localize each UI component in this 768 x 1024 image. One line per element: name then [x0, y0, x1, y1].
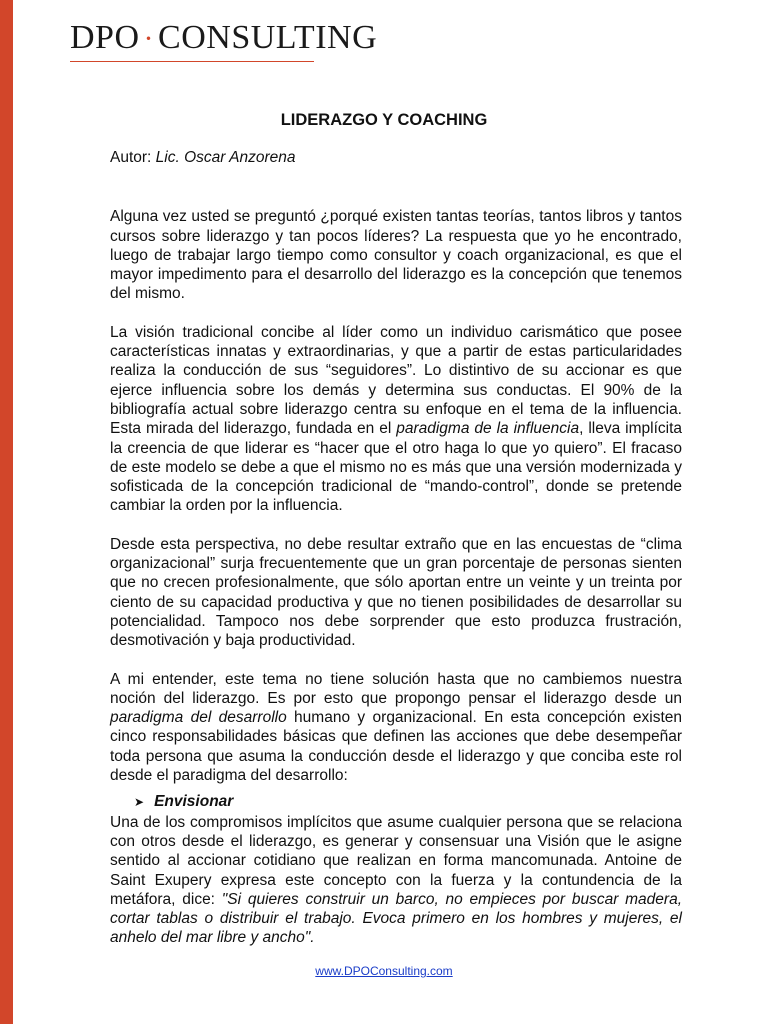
author-label: Autor: — [110, 149, 156, 166]
paragraph-4 — [110, 670, 682, 786]
paragraph-2-text-b: , lleva implícita la creencia de que liderar es “hacer que el otro haga lo que yo quiero”. El fracaso de este modelo se debe a que el mismo no es más que una versión modernizada y sofisticada de la concepción tradicional de “mando-control”, donde se pretende cambiar la orden por la influencia. — [110, 420, 682, 515]
paragraph-5-text: Una de los compromisos implícitos que asume cualquier persona que se relaciona con otros desde el liderazgo, es generar y consensuar una Visión que le asigne sentido al accionar cotidiano que realizan en forma mancomunada. Antoine de Saint Exupery expresa este concepto con la fuerza y la contundencia de la metáfora, dice: — [110, 813, 682, 908]
paragraph-2-italic: paradigma de la influencia — [396, 420, 580, 438]
logo-left: DPO — [70, 19, 140, 56]
paragraph-5-quote: "Si quieres construir un barco, no empieces por buscar madera, cortar tablas o distribuir el trabajo. Evoca primero en los hombres y mujeres, el anhelo del mar libre y ancho". — [110, 890, 683, 947]
arrow-bullet-icon: ➤ — [134, 795, 145, 810]
logo-right: CONSULTING — [158, 19, 378, 56]
document-body — [110, 148, 682, 967]
bullet-label: Envisionar — [154, 793, 234, 811]
author-name: Lic. Oscar Anzorena — [155, 149, 296, 166]
document-title: LIDERAZGO Y COACHING — [280, 111, 488, 129]
paragraph-2-text-a: La visión tradicional concibe al líder como un individuo carismático que posee características innatas y extraordinarias, y que a partir de estas particularidades realiza la conducción de sus “seguidores”. Lo distintivo de su accionar es que ejerce influencia sobre los demás y determina sus conductas. El 90% de la bibliografía actual sobre liderazgo centra su enfoque en el tema de la influencia. Esta mirada del liderazgo, fundada en el — [110, 323, 682, 438]
accent-side-bar — [0, 0, 13, 1024]
paragraph-1: Alguna vez usted se preguntó ¿porqué existen tantas teorías, tantos libros y tantos cursos sobre liderazgo y tan pocos líderes? La respuesta que yo he encontrado, luego de trabajar largo tiempo como consultor y coach organizacional, es que el mayor impedimento para el desarrollo del liderazgo es la concepción que tenemos del mismo. — [110, 208, 682, 303]
paragraph-4-text-b: humano y organizacional. En esta concepción existen cinco responsabilidades básicas que definen las acciones que debe desempeñar toda persona que asuma la conducción desde el liderazgo y que conciba este rol desde el paradigma del desarrollo: — [110, 709, 682, 785]
author-line — [110, 148, 682, 167]
logo-separator: · — [143, 22, 155, 55]
footer-website-link[interactable]: www.DPOConsulting.com — [315, 964, 453, 978]
paragraph-2 — [110, 323, 682, 516]
company-logo — [70, 18, 377, 59]
paragraph-3: Desde esta perspectiva, no debe resultar extraño que en las encuestas de “clima organizacional” surja frecuentemente que un gran porcentaje de personas sienten que no crecen profesionalmente, que sólo aportan entre un veinte y un treinta por ciento de su capacidad productiva y que no tienen posibilidades de desarrollar su potencialidad. Tampoco nos debe sorprender que esto produzca frustración, desmotivación y baja productividad. — [110, 535, 682, 650]
logo-underline — [70, 61, 314, 62]
paragraph-4-text-a: A mi entender, este tema no tiene solución hasta que no cambiemos nuestra noción del liderazgo. Es por esto que propongo pensar el liderazgo desde un — [110, 670, 682, 707]
bullet-envisionar — [134, 792, 682, 812]
paragraph-4-italic: paradigma del desarrollo — [110, 709, 287, 727]
paragraph-5 — [110, 813, 682, 948]
